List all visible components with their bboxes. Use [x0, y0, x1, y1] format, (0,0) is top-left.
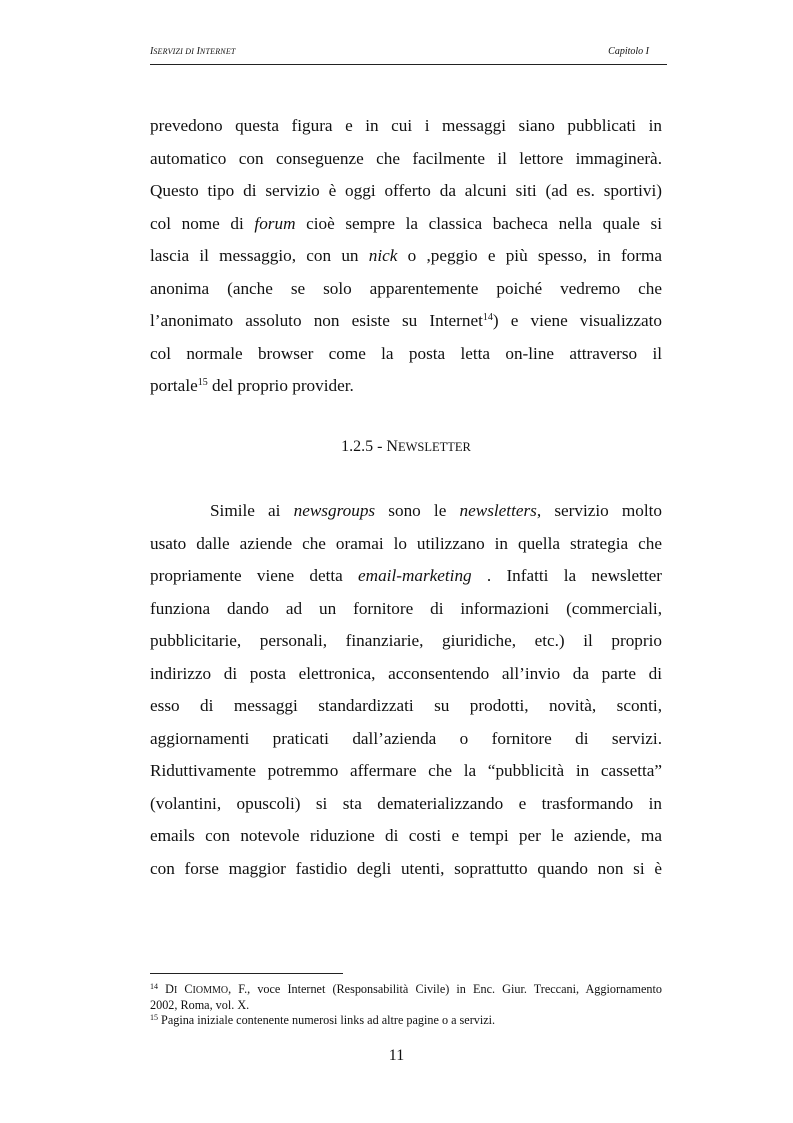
term-forum: forum: [254, 213, 296, 233]
footnote-14: [150, 982, 662, 1013]
text-line: lascia il messaggio, con un nick o ,peggio e più spesso, in forma: [150, 246, 662, 265]
footnote-15: [150, 1013, 662, 1028]
footnote-ref-15[interactable]: 15: [197, 377, 208, 388]
text-line: usato dalle aziende che oramai lo utilizzano in quella strategia che: [150, 533, 662, 553]
text-line: portale$^{15}$ del proprio provider.: [150, 376, 354, 395]
text-line: col nome di forum cioè sempre la classica bacheca nella quale si: [150, 213, 662, 233]
running-header: [150, 46, 667, 62]
header-chapter: Capitolo I: [608, 46, 649, 57]
text-line: anonima (anche se solo apparentemente poiché vedremo che: [150, 278, 662, 298]
text-line: Riduttivamente potremmo affermare che la “pubblicità in cassetta”: [150, 761, 662, 780]
text-line: Simile ai newsgroups sono le newsletters, servizio molto: [210, 501, 663, 520]
text-line: emails con notevole riduzione di costi e tempi per le aziende, ma: [150, 826, 662, 845]
paragraph-2: [150, 495, 662, 885]
section-heading: 1.2.5 - NEWSLETTER: [341, 438, 471, 455]
text-line: (volantini, opuscoli) si sta dematerializzando e trasformando in: [150, 793, 662, 813]
text-line: funziona dando ad un fornitore di informazioni (commerciali,: [150, 598, 662, 618]
text-line: indirizzo di posta elettronica, acconsentendo all’invio da parte di: [150, 663, 662, 683]
term-newsgroups: newsgroups: [293, 501, 376, 520]
page-number: 11: [388, 1047, 405, 1064]
text-line: aggiornamenti praticati dall’azienda o fornitore di servizi.: [150, 728, 662, 748]
header-rule: [150, 64, 667, 65]
paragraph-1: [150, 110, 662, 403]
text-line: pubblicitarie, personali, finanziarie, giuridiche, etc.) il proprio: [150, 631, 662, 650]
term-newsletters: newsletters: [459, 501, 537, 520]
footnote-line: 2002, Roma, vol. X.: [150, 998, 250, 1012]
term-nick: nick: [368, 246, 398, 265]
footnote-line: $^{15}$ Pagina iniziale contenente numerosi links ad altre pagine o a servizi.: [150, 1013, 496, 1027]
header-section-title: ISERVIZI DI INTERNET: [150, 46, 236, 57]
footnotes: [150, 982, 662, 1028]
text-line: esso di messaggi standardizzati su prodotti, novità, sconti,: [150, 696, 662, 715]
text-line: propriamente viene detta email-marketing . Infatti la newsletter: [150, 566, 663, 585]
text-line: col normale browser come la posta letta on-line attraverso il: [150, 343, 662, 363]
text-line: Questo tipo di servizio è oggi offerto da alcuni siti (ad es. sportivi): [150, 181, 662, 200]
term-email-marketing: email-marketing: [358, 566, 472, 585]
text-line: l’anonimato assoluto non esiste su Internet$^{14}$) e viene visualizzato: [150, 311, 662, 330]
footnote-line: $^{14}$ DI CIOMMO, F., voce Internet (Responsabilità Civile) in Enc. Giur. Treccani, Aggiornamento: [150, 982, 662, 996]
footnote-rule: [150, 973, 343, 974]
footnote-ref-14[interactable]: 14: [482, 312, 493, 323]
text-line: con forse maggior fastidio degli utenti, soprattutto quando non si è: [150, 858, 662, 878]
text-line: automatico con conseguenze che facilmente il lettore immaginerà.: [150, 148, 662, 168]
text-line: prevedono questa figura e in cui i messaggi siano pubblicati in: [150, 116, 662, 135]
